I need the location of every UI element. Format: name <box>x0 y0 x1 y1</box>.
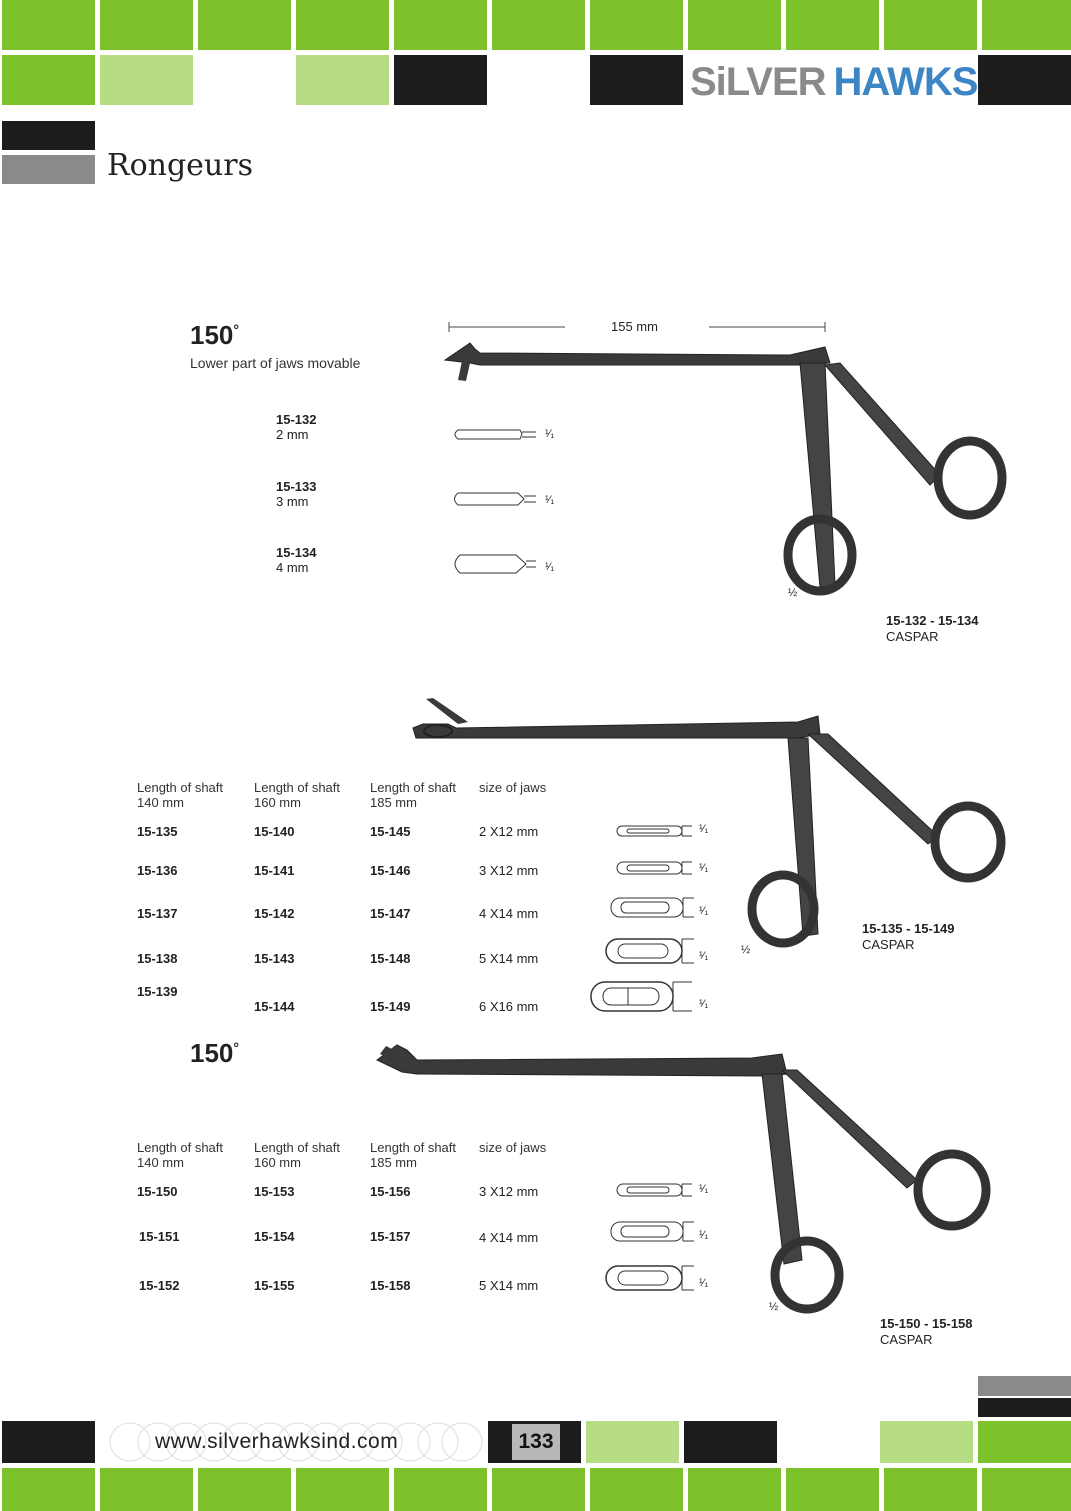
jaw-note: Lower part of jaws movable <box>190 355 361 371</box>
list-item <box>276 479 316 509</box>
scale-label: ¹⁄₁ <box>699 950 709 962</box>
product-code: 15-141 <box>254 863 295 878</box>
column-header <box>254 780 340 810</box>
product-code: 15-134 <box>276 545 317 560</box>
product-code: 15-149 <box>370 999 411 1014</box>
product-caption <box>880 1316 973 1348</box>
jaw-cup-icon <box>612 859 697 877</box>
jaw-cup-icon <box>603 1264 698 1292</box>
degree-mark: ° <box>233 1039 239 1056</box>
jaw-cup-icon <box>608 896 698 920</box>
product-code: 15-156 <box>370 1184 411 1199</box>
header-sub: 160 mm <box>254 1155 301 1170</box>
scale-label: ¹⁄₁ <box>545 494 555 506</box>
scale-label: ¹⁄₁ <box>699 823 709 835</box>
product-code: 15-132 <box>276 412 317 427</box>
jaw-cup-icon <box>603 937 698 965</box>
product-code: 15-135 <box>137 824 178 839</box>
jaw-size: 5 X14 mm <box>479 951 539 966</box>
product-code: 15-143 <box>254 951 295 966</box>
product-code: 15-137 <box>137 906 178 921</box>
length-label: 155 mm <box>611 319 658 334</box>
product-size: 2 mm <box>276 427 309 442</box>
scale-label: ¹⁄₁ <box>545 561 555 573</box>
header-label: Length of shaft <box>137 1140 224 1155</box>
scale-label: ¹⁄₁ <box>699 998 709 1010</box>
scale-label: ¹⁄₁ <box>699 1277 709 1289</box>
product-size: 3 mm <box>276 494 309 509</box>
header-label: size of jaws <box>479 780 547 795</box>
website-link[interactable]: www.silverhawksind.com <box>155 1430 399 1453</box>
rongeur-instrument-icon <box>440 335 1010 600</box>
header-sub: 160 mm <box>254 795 301 810</box>
jaw-cup-icon <box>612 823 697 839</box>
list-item <box>276 412 316 442</box>
header-sub: 185 mm <box>370 795 417 810</box>
brand-logo <box>690 60 977 104</box>
product-code: 15-151 <box>139 1229 180 1244</box>
product-code: 15-155 <box>254 1278 295 1293</box>
product-code: 15-158 <box>370 1278 411 1293</box>
product-caption <box>886 613 979 645</box>
column-header <box>479 1140 546 1155</box>
column-header <box>137 1140 223 1170</box>
logo-text-hawks: HAWKS <box>833 60 978 104</box>
product-code: 15-152 <box>139 1278 180 1293</box>
column-header <box>254 1140 340 1170</box>
caption-name: CASPAR <box>886 629 939 644</box>
caption-range: 15-150 - 15-158 <box>880 1316 973 1331</box>
jaw-cup-icon <box>588 980 698 1014</box>
jaw-size: 4 X14 mm <box>479 906 539 921</box>
jaw-size: 5 X14 mm <box>479 1278 539 1293</box>
caption-name: CASPAR <box>880 1332 933 1347</box>
product-code: 15-138 <box>137 951 178 966</box>
product-code: 15-150 <box>137 1184 178 1199</box>
image-scale-label: ½ <box>788 587 798 599</box>
header-label: Length of shaft <box>137 780 224 795</box>
header-label: Length of shaft <box>370 780 457 795</box>
product-code: 15-145 <box>370 824 411 839</box>
product-code: 15-142 <box>254 906 295 921</box>
scale-label: ¹⁄₁ <box>699 905 709 917</box>
caption-range: 15-132 - 15-134 <box>886 613 979 628</box>
angle-heading-1 <box>190 320 239 351</box>
angle-heading-3 <box>190 1038 239 1069</box>
product-code: 15-146 <box>370 863 411 878</box>
jaw-cup-icon <box>608 1220 698 1244</box>
header-label: Length of shaft <box>254 1140 341 1155</box>
angle-value: 150 <box>190 1038 234 1068</box>
column-header <box>370 1140 456 1170</box>
column-header <box>370 780 456 810</box>
scale-label: ¹⁄₁ <box>699 1183 709 1195</box>
jaw-size: 3 X12 mm <box>479 863 539 878</box>
product-code: 15-133 <box>276 479 317 494</box>
jaw-size: 4 X14 mm <box>479 1230 539 1245</box>
list-item <box>276 545 316 575</box>
product-size: 4 mm <box>276 560 309 575</box>
scale-label: ¹⁄₁ <box>699 862 709 874</box>
product-code: 15-154 <box>254 1229 295 1244</box>
image-scale-label: ½ <box>741 944 751 956</box>
product-code: 15-139 <box>137 984 178 999</box>
product-code: 15-148 <box>370 951 411 966</box>
product-caption <box>862 921 955 953</box>
jaw-size: 3 X12 mm <box>479 1184 539 1199</box>
header-label: Length of shaft <box>370 1140 457 1155</box>
header-label: size of jaws <box>479 1140 547 1155</box>
product-code: 15-144 <box>254 999 295 1014</box>
degree-mark: ° <box>233 321 239 338</box>
jaw-size: 2 X12 mm <box>479 824 539 839</box>
product-code: 15-140 <box>254 824 295 839</box>
column-header <box>479 780 546 795</box>
column-header <box>137 780 223 810</box>
product-code: 15-153 <box>254 1184 295 1199</box>
jaw-cup-icon <box>612 1181 697 1199</box>
caption-name: CASPAR <box>862 937 915 952</box>
logo-text-silver: SiLVER <box>690 60 826 104</box>
section-title: Rongeurs <box>107 148 253 183</box>
product-code: 15-136 <box>137 863 178 878</box>
caption-range: 15-135 - 15-149 <box>862 921 955 936</box>
scale-label: ¹⁄₁ <box>699 1229 709 1241</box>
page-number: 133 <box>512 1424 560 1460</box>
image-scale-label: ½ <box>769 1301 779 1313</box>
angle-value: 150 <box>190 320 234 350</box>
product-code: 15-157 <box>370 1229 411 1244</box>
header-sub: 140 mm <box>137 795 184 810</box>
product-code: 15-147 <box>370 906 411 921</box>
scale-label: ¹⁄₁ <box>545 428 555 440</box>
header-label: Length of shaft <box>254 780 341 795</box>
header-sub: 185 mm <box>370 1155 417 1170</box>
jaw-size: 6 X16 mm <box>479 999 539 1014</box>
header-sub: 140 mm <box>137 1155 184 1170</box>
